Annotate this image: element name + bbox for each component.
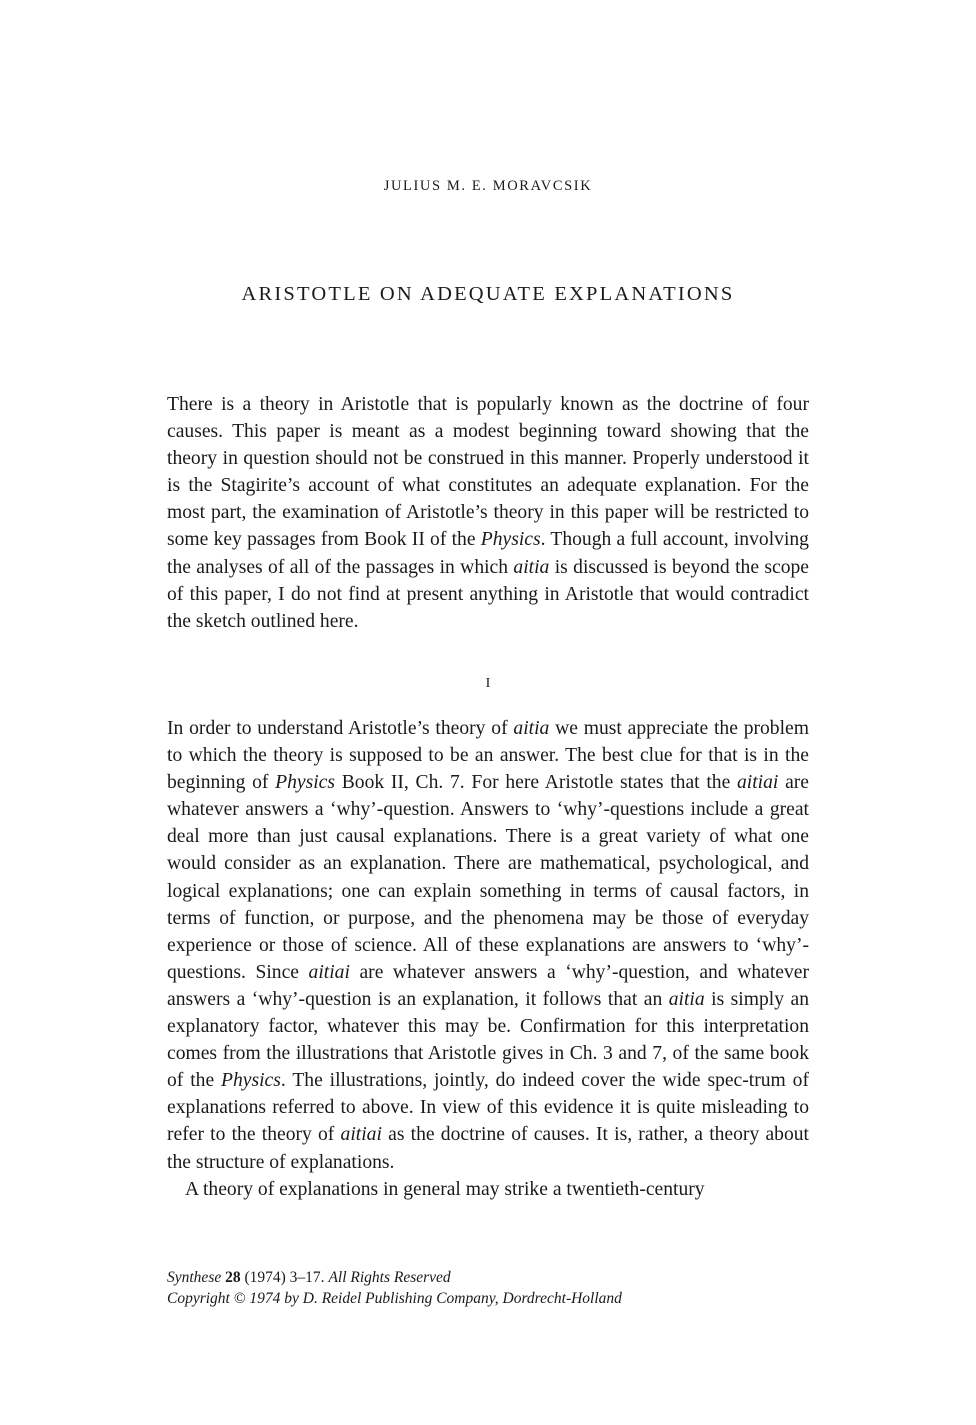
page-footer: [167, 1267, 809, 1309]
section-body: [167, 715, 809, 1203]
section-paragraph: A theory of explanations in general may strike a twentieth-century: [185, 1178, 705, 1200]
intro-text: . Though a full account, involving the analyses of all of the passages in which: [167, 529, 809, 578]
paper-title: ARISTOTLE ON ADEQUATE EXPLANATIONS: [241, 283, 735, 305]
intro-paragraph: [167, 391, 809, 635]
author-name: JULIUS M. E. MORAVCSIK: [383, 178, 593, 194]
intro-emphasis: aitia: [513, 556, 550, 578]
copyright-line: Copyright © 1974 by D. Reidel Publishing Company, Dordrecht-Holland: [167, 1290, 622, 1307]
section-paragraph: In order to understand Aristotle’s theory of aitia we must appreciate the problem to which the theory is supposed to be an answer. The best clue for that is in the beginning of Physics Book II, Ch. 7. For here Aristotle states that the aitiai are whatever answers a ‘why’-question. Answers to ‘why’-questions include a great deal more than just causal explanations. There is a great variety of what one would consider as an explanation. There are mathematical, psychological, and logical explanations; one can explain something in terms of causal factors, in terms of function, or purpose, and the phenomena may be those of everyday experience or those of science. All of these explanations are answers to ‘why’-questions. Since aitiai are whatever answers a ‘why’-question, and whatever answers a ‘why’-question is an explanation, it follows that an aitia is simply an explanatory factor, whatever this may be. Confirmation for this interpretation comes from the illustrations that Aristotle gives in Ch. 3 and 7, of the same book of the Physics. The illustrations, jointly, do indeed cover the wide spec-trum of explanations referred to above. In view of this evidence it is quite misleading to refer to the theory of aitiai as the doctrine of causes. It is, rather, a theory about the structure of explanations.: [167, 718, 809, 1173]
journal-name: Synthese: [167, 1269, 222, 1286]
rights-statement: All Rights Reserved: [328, 1269, 451, 1286]
citation-line: [167, 1267, 809, 1288]
intro-emphasis: Physics: [480, 529, 541, 551]
journal-volume: 28: [225, 1269, 241, 1286]
section-heading: I: [485, 676, 491, 691]
intro-text: is discussed is beyond the scope of this paper, I do not find at present anything in Aristotle that would contradict the sketch outlined here.: [167, 556, 809, 632]
journal-year-pages: (1974) 3–17.: [240, 1269, 329, 1286]
intro-text: There is a theory in Aristotle that is popularly known as the doctrine of four causes. This paper is meant as a modest beginning toward showing that the theory in question should not be construed in this manner. Properly understood it is the Stagirite’s account of what constitutes an adequate explanation. For the most part, the examination of Aristotle’s theory in this paper will be restricted to some key passages from Book II of the: [167, 394, 809, 551]
